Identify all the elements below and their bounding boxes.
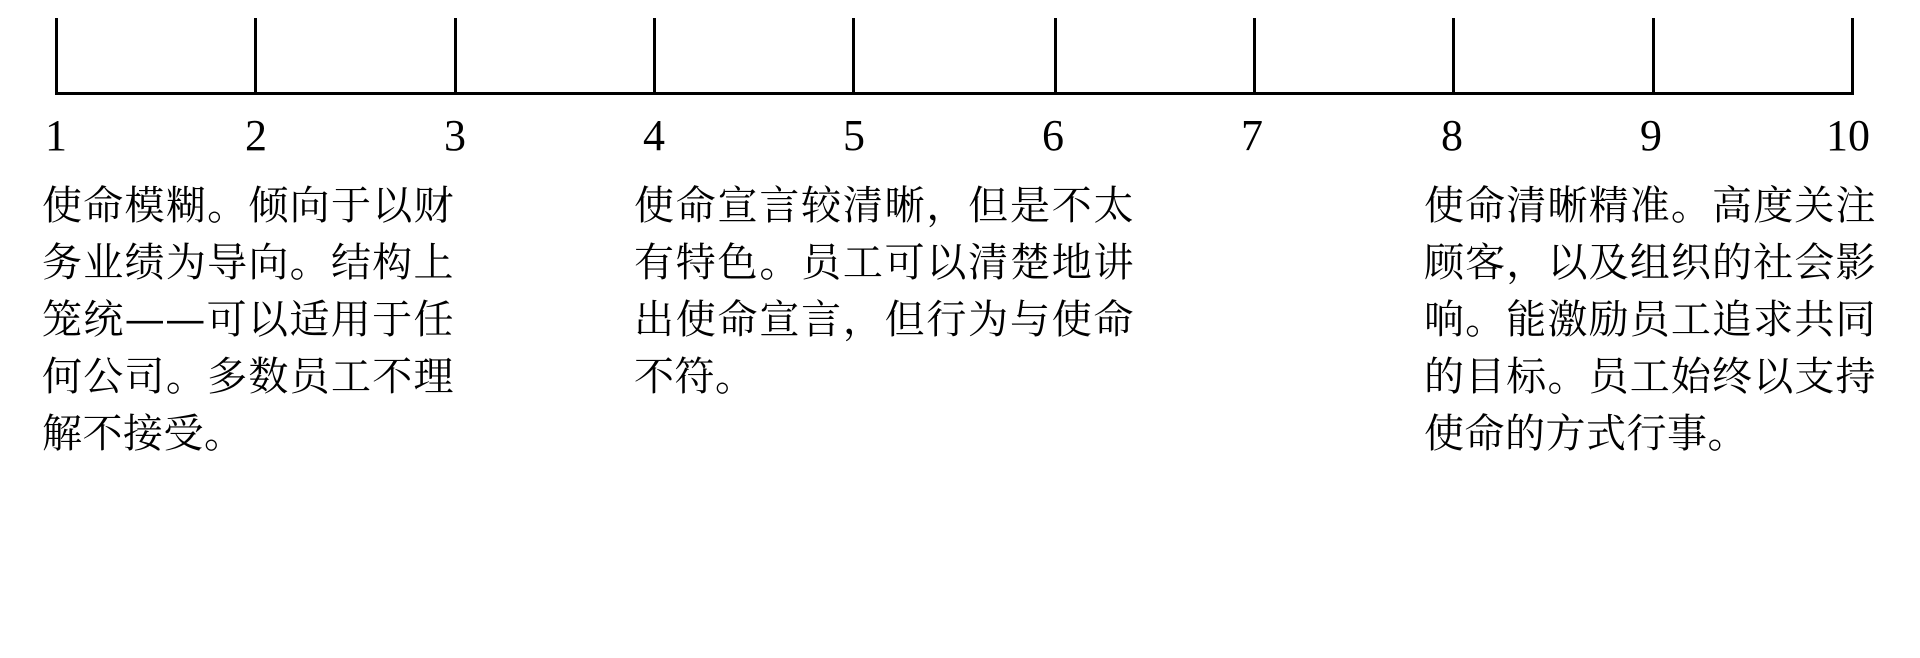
axis-tick (1851, 18, 1854, 95)
axis-tick (55, 18, 58, 95)
axis-tick-label-5: 5 (843, 111, 865, 160)
axis-tick (653, 18, 656, 95)
description-columns (0, 178, 1920, 648)
axis-tick-label-3: 3 (444, 111, 466, 160)
axis-tick (1652, 18, 1655, 95)
axis-tick-label-9: 9 (1640, 111, 1662, 160)
description-block-middle: 使命宣言较清晰，但是不太有特色。员工可以清楚地讲出使命宣言，但行为与使命不符。 (634, 183, 1134, 400)
axis-tick-label-8: 8 (1441, 111, 1463, 160)
description-block-high: 使命清晰精准。高度关注顾客，以及组织的社会影响。能激励员工追求共同的目标。员工始终以支持使命的方式行事。 (1424, 183, 1876, 457)
axis-tick-label-1: 1 (45, 111, 67, 160)
axis-tick-label-4: 4 (643, 111, 665, 160)
axis-tick-label-10: 10 (1826, 111, 1870, 160)
axis-tick (852, 18, 855, 95)
axis-tick (1452, 18, 1455, 95)
axis-tick (254, 18, 257, 95)
axis-tick-labels (0, 110, 1920, 170)
description-block-low: 使命模糊。倾向于以财务业绩为导向。结构上笼统——可以适用于任何公司。多数员工不理解不接受。 (42, 183, 454, 457)
axis-tick (1253, 18, 1256, 95)
axis-tick-label-6: 6 (1042, 111, 1064, 160)
axis-tick-label-2: 2 (245, 111, 267, 160)
scale-axis (55, 18, 1851, 94)
axis-line (55, 92, 1851, 95)
axis-tick (454, 18, 457, 95)
axis-tick-label-7: 7 (1241, 111, 1263, 160)
axis-tick (1054, 18, 1057, 95)
